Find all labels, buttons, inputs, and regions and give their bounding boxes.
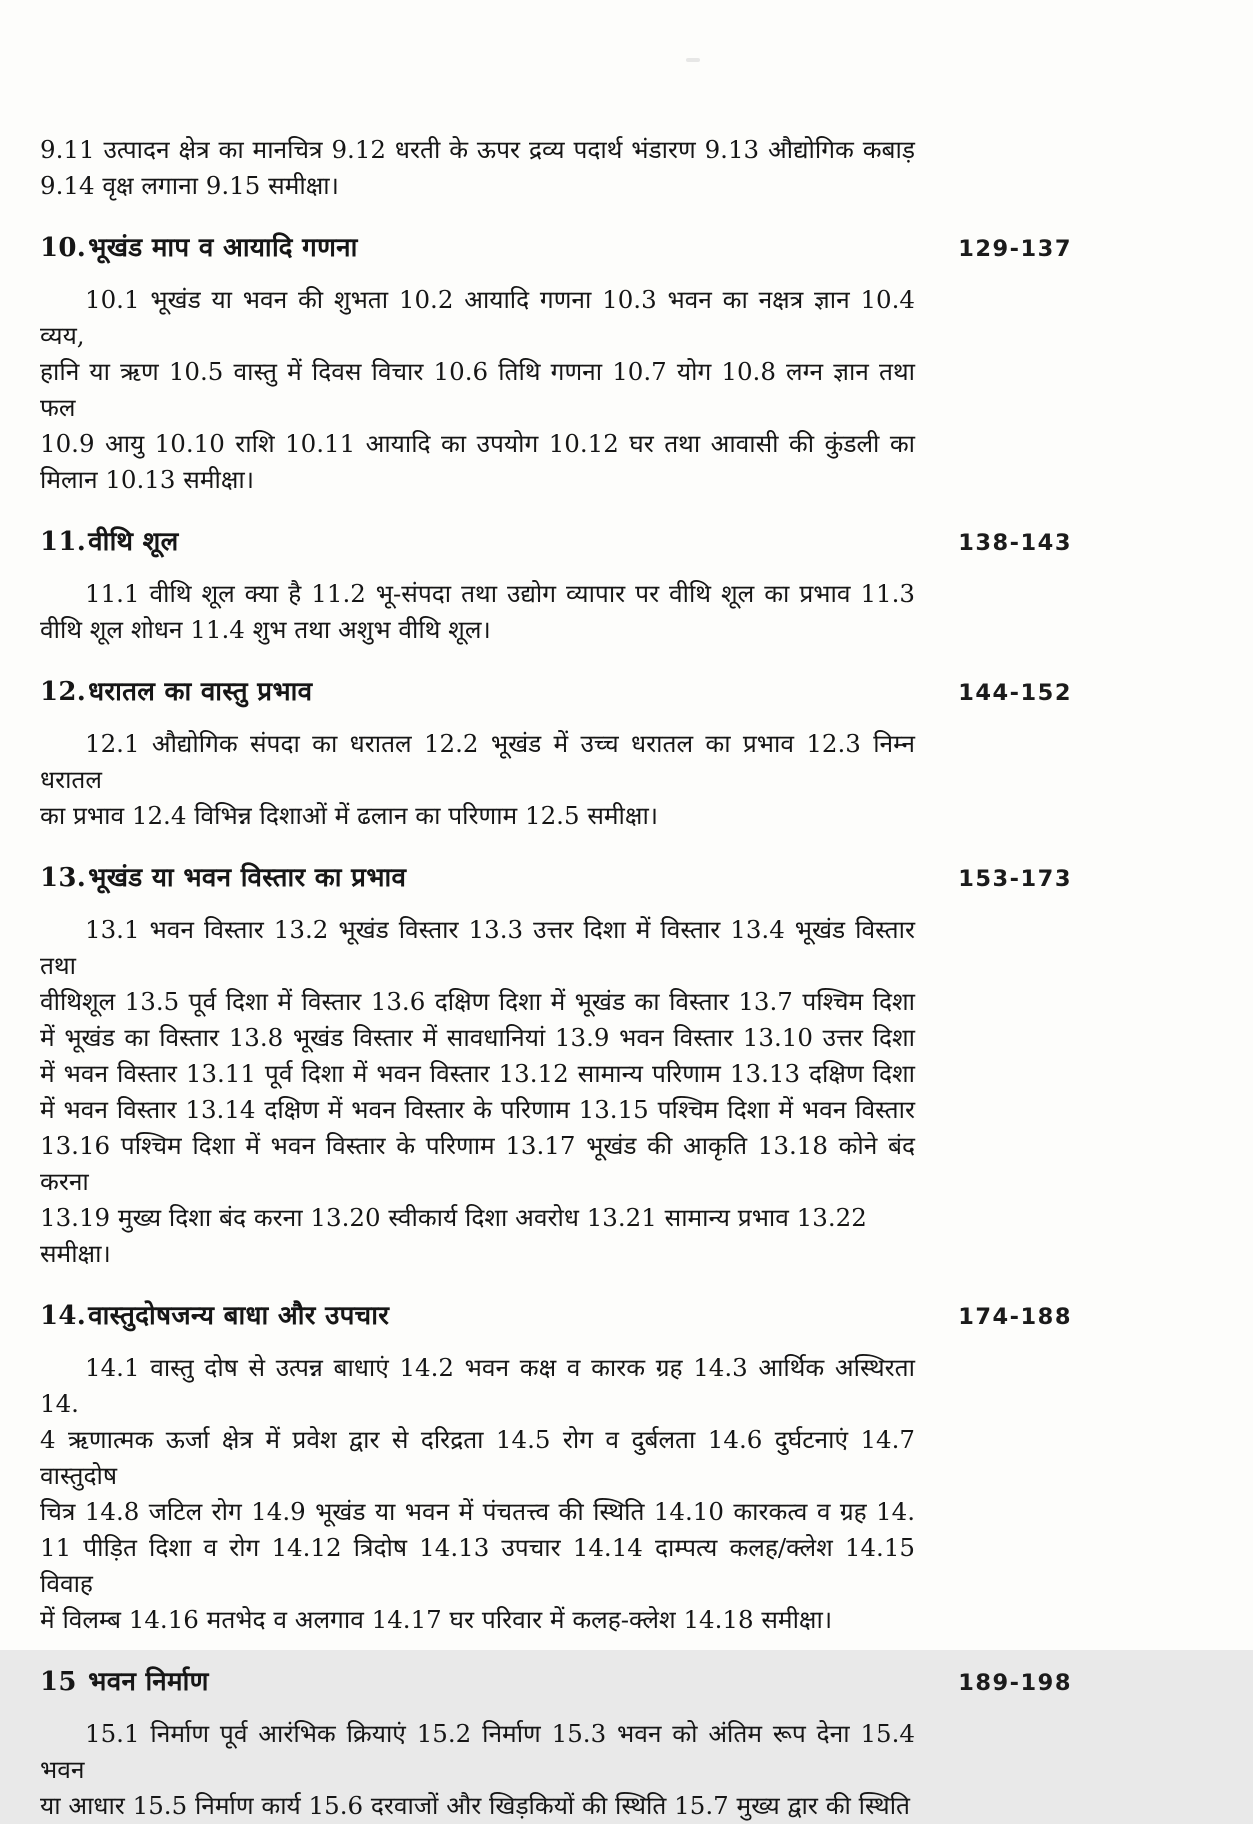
section-body xyxy=(40,576,915,648)
section-number: 13. xyxy=(40,863,87,893)
section-page-range: 174-188 xyxy=(958,1304,1072,1330)
section-heading xyxy=(40,525,1072,559)
section-title xyxy=(40,1665,209,1699)
section-title-text: वास्तुदोषजन्य बाधा और उपचार xyxy=(88,1301,390,1331)
toc-body-line: 14.1 वास्तु दोष से उत्पन्न बाधाएं 14.2 भवन कक्ष व कारक ग्रह 14.3 आर्थिक अस्थिरता 14. xyxy=(40,1353,915,1418)
print-smudge xyxy=(686,58,700,62)
section-title-text: वीथि शूल xyxy=(88,527,179,557)
section-page-range: 189-198 xyxy=(958,1670,1072,1696)
toc-body-line: 9.14 वृक्ष लगाना 9.15 समीक्षा। xyxy=(40,171,339,200)
section-title-text: भूखंड या भवन विस्तार का प्रभाव xyxy=(88,863,407,893)
section-heading xyxy=(40,675,1072,709)
toc-section-14 xyxy=(40,1299,1253,1638)
section-body xyxy=(40,726,915,834)
toc-body-line: 4 ऋणात्मक ऊर्जा क्षेत्र में प्रवेश द्वार से दरिद्रता 14.5 रोग व दुर्बलता 14.6 दुर्घटनाएं 14.7 वास्तुदोष xyxy=(40,1425,915,1490)
section-number: 15 xyxy=(40,1667,87,1697)
section-body xyxy=(40,282,915,498)
toc-body-line: 10.1 भूखंड या भवन की शुभता 10.2 आयादि गणना 10.3 भवन का नक्षत्र ज्ञान 10.4 व्यय, xyxy=(40,285,915,350)
chapter9-continuation xyxy=(40,132,915,204)
section-heading xyxy=(40,861,1072,895)
section-title xyxy=(40,675,312,709)
section-body xyxy=(40,1716,915,1824)
toc-body-line: 9.11 उत्पादन क्षेत्र का मानचित्र 9.12 धरती के ऊपर द्रव्य पदार्थ भंडारण 9.13 औद्योगिक कबाड़ xyxy=(40,135,915,164)
section-body xyxy=(40,1350,915,1638)
toc-body-line: हानि या ऋण 10.5 वास्तु में दिवस विचार 10.6 तिथि गणना 10.7 योग 10.8 लग्न ज्ञान तथा फल xyxy=(40,357,915,422)
section-page-range: 129-137 xyxy=(958,236,1072,262)
toc-section-15 xyxy=(40,1665,1253,1824)
section-title-text: धरातल का वास्तु प्रभाव xyxy=(88,677,313,707)
section-page-range: 138-143 xyxy=(958,530,1072,556)
section-number: 11. xyxy=(40,527,87,557)
toc-body-line: में भवन विस्तार 13.11 पूर्व दिशा में भवन विस्तार 13.12 सामान्य परिणाम 13.13 दक्षिण दिशा xyxy=(40,1059,915,1088)
section-title xyxy=(40,1299,389,1333)
toc-body-line: 13.16 पश्चिम दिशा में भवन विस्तार के परिणाम 13.17 भूखंड की आकृति 13.18 कोने बंद करना xyxy=(40,1131,915,1196)
section-title xyxy=(40,231,358,265)
section-title-text: भवन निर्माण xyxy=(88,1667,209,1697)
toc-body-line: का प्रभाव 12.4 विभिन्न दिशाओं में ढलान का परिणाम 12.5 समीक्षा। xyxy=(40,801,659,830)
toc-body-line: मिलान 10.13 समीक्षा। xyxy=(40,465,255,494)
toc-body-line: 11 पीड़ित दिशा व रोग 14.12 त्रिदोष 14.13 उपचार 14.14 दाम्पत्य कलह/क्लेश 14.15 विवाह xyxy=(40,1533,915,1598)
section-heading xyxy=(40,231,1072,265)
section-title xyxy=(40,861,406,895)
toc-section-12 xyxy=(40,675,1253,834)
section-number: 12. xyxy=(40,677,87,707)
toc-body-line: चित्र 14.8 जटिल रोग 14.9 भूखंड या भवन में पंचतत्त्व की स्थिति 14.10 कारकत्व व ग्रह 14. xyxy=(40,1497,915,1526)
toc-body-line: 11.1 वीथि शूल क्या है 11.2 भू-संपदा तथा उद्योग व्यापार पर वीथि शूल का प्रभाव 11.3 xyxy=(85,579,915,608)
section-body xyxy=(40,912,915,1272)
toc-body-line: में भूखंड का विस्तार 13.8 भूखंड विस्तार में सावधानियां 13.9 भवन विस्तार 13.10 उत्तर दिशा xyxy=(40,1023,915,1052)
toc-body-line: वीथिशूल 13.5 पूर्व दिशा में विस्तार 13.6 दक्षिण दिशा में भूखंड का विस्तार 13.7 पश्चिम दिशा xyxy=(40,987,915,1016)
section-title-text: भूखंड माप व आयादि गणना xyxy=(88,233,358,263)
section-page-range: 153-173 xyxy=(958,866,1072,892)
toc-body-line: 15.1 निर्माण पूर्व आरंभिक क्रियाएं 15.2 निर्माण 15.3 भवन को अंतिम रूप देना 15.4 भवन xyxy=(40,1719,915,1784)
toc-section-11 xyxy=(40,525,1253,648)
toc-body-line: वीथि शूल शोधन 11.4 शुभ तथा अशुभ वीथि शूल। xyxy=(40,615,491,644)
section-number: 10. xyxy=(40,233,87,263)
toc-body-line: 13.1 भवन विस्तार 13.2 भूखंड विस्तार 13.3 उत्तर दिशा में विस्तार 13.4 भूखंड विस्तार तथा xyxy=(40,915,915,980)
toc-body-line: में भवन विस्तार 13.14 दक्षिण में भवन विस्तार के परिणाम 13.15 पश्चिम दिशा में भवन विस्तार xyxy=(40,1095,916,1124)
toc-section-10 xyxy=(40,231,1253,498)
toc-section-13 xyxy=(40,861,1253,1272)
toc-body-line: या आधार 15.5 निर्माण कार्य 15.6 दरवाजों और खिड़कियों की स्थिति 15.7 मुख्य द्वार की स्थिति xyxy=(40,1791,911,1820)
section-heading xyxy=(40,1299,1072,1333)
toc-body-line: 12.1 औद्योगिक संपदा का धरातल 12.2 भूखंड में उच्च धरातल का प्रभाव 12.3 निम्न धरातल xyxy=(40,729,915,794)
section-number: 14. xyxy=(40,1301,87,1331)
toc-body-line: 10.9 आयु 10.10 राशि 10.11 आयादि का उपयोग 10.12 घर तथा आवासी की कुंडली का xyxy=(40,429,915,458)
section-title xyxy=(40,525,179,559)
section-heading xyxy=(40,1665,1072,1699)
section-page-range: 144-152 xyxy=(958,680,1072,706)
toc-body-line: में विलम्ब 14.16 मतभेद व अलगाव 14.17 घर परिवार में कलह-क्लेश 14.18 समीक्षा। xyxy=(40,1605,833,1634)
toc-body-line: 13.19 मुख्य दिशा बंद करना 13.20 स्वीकार्य दिशा अवरोध 13.21 सामान्य प्रभाव 13.22 समीक्षा। xyxy=(40,1203,867,1268)
